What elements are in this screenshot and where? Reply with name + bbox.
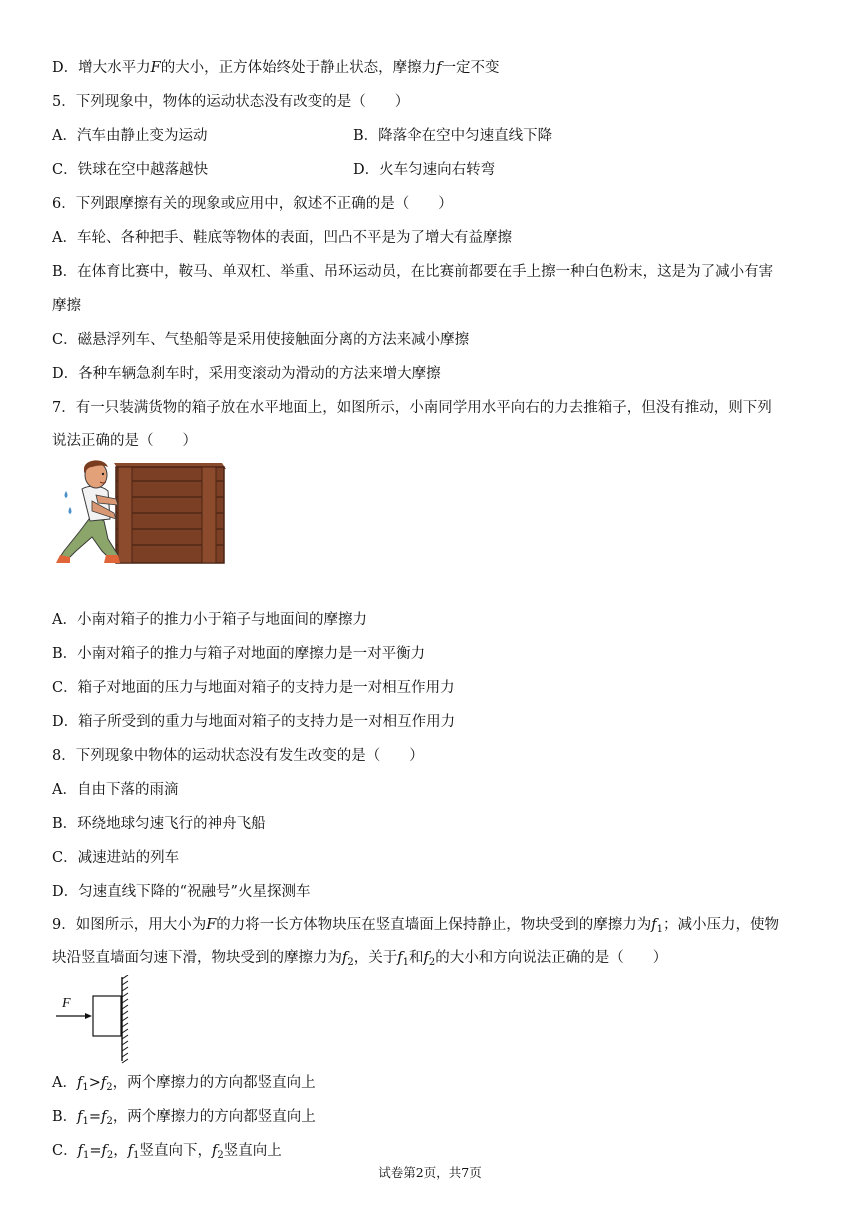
boy-pushing-crate-illustration xyxy=(52,455,232,570)
boy xyxy=(56,460,120,563)
q6-stem: 6．下列跟摩擦有关的现象或应用中，叙述不正确的是（ ） xyxy=(52,196,453,212)
sweat-drop xyxy=(65,491,68,498)
q5-option-d[interactable]: D．火车匀速向右转弯 xyxy=(353,162,496,178)
q9-option-b[interactable]: B．$f_1=f_2$，两个摩擦力的方向都竖直向上 xyxy=(52,1109,316,1127)
q9-option-c[interactable]: C．$f_1=f_2$，$f_1$竖直向下，$f_2$竖直向上 xyxy=(52,1143,282,1161)
q5-option-a[interactable]: A．汽车由静止变为运动 xyxy=(52,128,208,144)
q9-stem-line1: 9．如图所示，用大小为F的力将一长方体物块压在竖直墙面上保持静止，物块受到的摩擦力为$f_1$；减小压力，使物 xyxy=(52,917,780,935)
force-label: F xyxy=(62,996,71,1011)
force-arrowhead xyxy=(85,1013,92,1019)
q6-option-c[interactable]: C．磁悬浮列车、气垫船等是采用使接触面分离的方法来减小摩擦 xyxy=(52,332,470,348)
q6-option-d[interactable]: D．各种车辆急刹车时，采用变滚动为滑动的方法来增大摩擦 xyxy=(52,366,441,382)
q7-stem-line1: 7．有一只装满货物的箱子放在水平地面上，如图所示，小南同学用水平向右的力去推箱子，但没有推动，则下列 xyxy=(52,400,772,416)
q8-stem: 8．下列现象中物体的运动状态没有发生改变的是（ ） xyxy=(52,748,424,764)
wall-hatching xyxy=(122,975,128,1063)
q5-stem: 5．下列现象中，物体的运动状态没有改变的是（ ） xyxy=(52,94,410,110)
q6-option-b-continued[interactable]: 摩擦 xyxy=(52,298,81,314)
q7-stem-line2: 说法正确的是（ ） xyxy=(52,433,197,449)
q7-option-a[interactable]: A．小南对箱子的推力小于箱子与地面间的摩擦力 xyxy=(52,612,367,628)
block xyxy=(93,996,121,1036)
q7-option-b[interactable]: B．小南对箱子的推力与箱子对地面的摩擦力是一对平衡力 xyxy=(52,646,426,662)
q6-option-b[interactable]: B．在体育比赛中，鞍马、单双杠、举重、吊环运动员，在比赛前都要在手上擦一种白色粉末，这是为了减小有害 xyxy=(52,264,774,280)
block-against-wall-diagram xyxy=(52,975,142,1065)
q8-option-d[interactable]: D．匀速直线下降的“祝融号”火星探测车 xyxy=(52,884,311,900)
q5-option-b[interactable]: B．降落伞在空中匀速直线下降 xyxy=(353,128,553,144)
q7-option-d[interactable]: D．箱子所受到的重力与地面对箱子的支持力是一对相互作用力 xyxy=(52,714,456,730)
q4-option-d[interactable]: D．增大水平力F的大小，正方体始终处于静止状态，摩擦力f一定不变 xyxy=(52,60,500,76)
page-footer: 试卷第2页，共7页 xyxy=(378,1165,482,1180)
q6-option-a[interactable]: A．车轮、各种把手、鞋底等物体的表面，凹凸不平是为了增大有益摩擦 xyxy=(52,230,512,246)
crate xyxy=(114,463,226,563)
q9-stem-line2: 块沿竖直墙面匀速下滑，物块受到的摩擦力为$f_2$，关于$f_1$和$f_2$的大小和方向说法正确的是（ ） xyxy=(52,950,668,968)
q8-option-c[interactable]: C．减速进站的列车 xyxy=(52,850,180,866)
q5-option-c[interactable]: C．铁球在空中越落越快 xyxy=(52,162,209,178)
q8-option-b[interactable]: B．环绕地球匀速飞行的神舟飞船 xyxy=(52,816,266,832)
sweat-drop xyxy=(69,507,72,514)
q8-option-a[interactable]: A．自由下落的雨滴 xyxy=(52,782,179,798)
q9-option-a[interactable]: A．$f_1>f_2$，两个摩擦力的方向都竖直向上 xyxy=(52,1075,316,1093)
q7-option-c[interactable]: C．箱子对地面的压力与地面对箱子的支持力是一对相互作用力 xyxy=(52,680,455,696)
